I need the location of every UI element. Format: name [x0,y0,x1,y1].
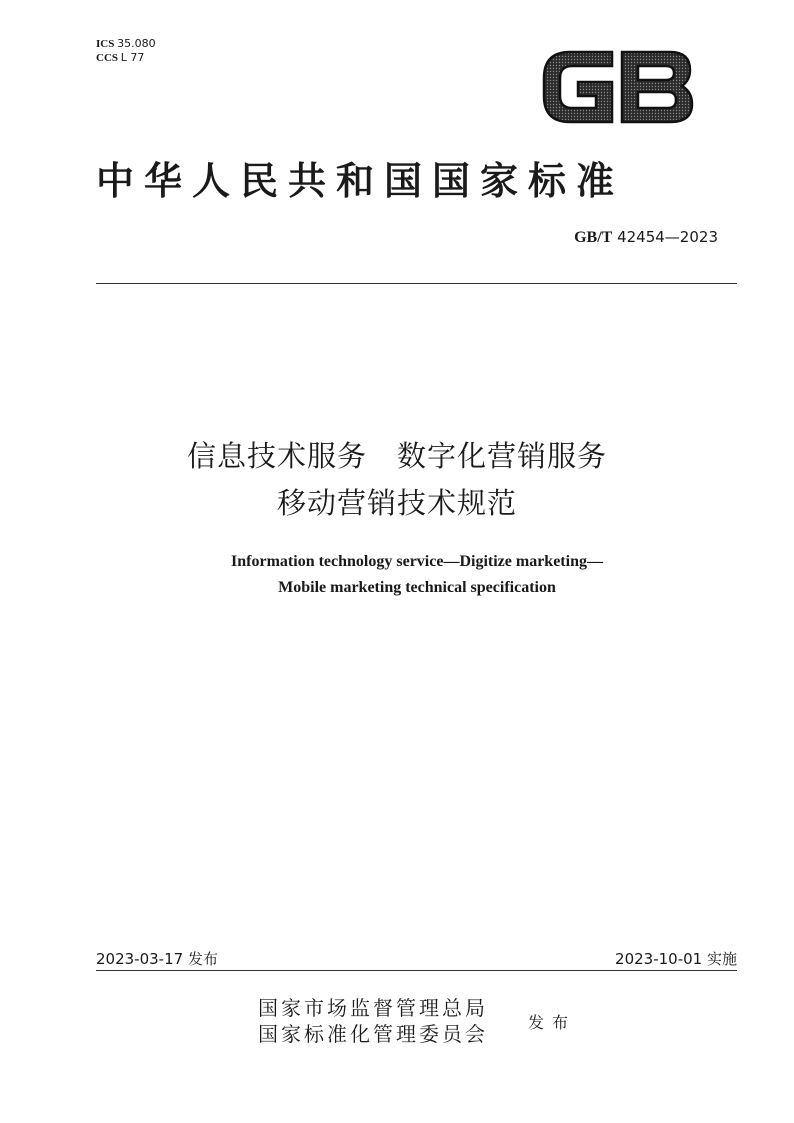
ccs-label: CCS [96,52,119,64]
standard-prefix: GB/T [574,229,613,246]
issuer-samr: 国家市场监督管理总局 [258,996,488,1020]
standard-number [574,228,718,247]
ccs-code: L 77 [120,51,145,64]
bottom-divider [96,970,737,971]
title-zh-line2: 移动营销技术规范 [276,486,517,520]
title-zh-line1: 信息技术服务 数字化营销服务 [186,439,607,473]
title-en-line2: Mobile marketing technical specification [278,579,556,596]
issued-label: 发布 [528,1013,577,1032]
effective-date: 2023-10-01 实施 [615,950,737,968]
top-divider [96,283,737,284]
ccs-line [96,51,156,65]
issuer-sac: 国家标准化管理委员会 [258,1022,488,1046]
publish-date: 2023-03-17 发布 [96,950,218,968]
gb-logo [540,46,696,128]
gb-logo-icon [540,46,696,128]
ics-code: 35.080 [117,37,156,50]
standard-code: 42454—2023 [617,228,718,246]
ics-line [96,37,156,51]
title-en-line1: Information technology service—Digitize marketing— [231,553,603,570]
classification-codes [96,37,156,65]
issuing-authorities [258,995,488,1047]
national-standard-title: 中华人民共和国国家标准 [96,158,625,203]
ics-label: ICS [96,38,115,50]
